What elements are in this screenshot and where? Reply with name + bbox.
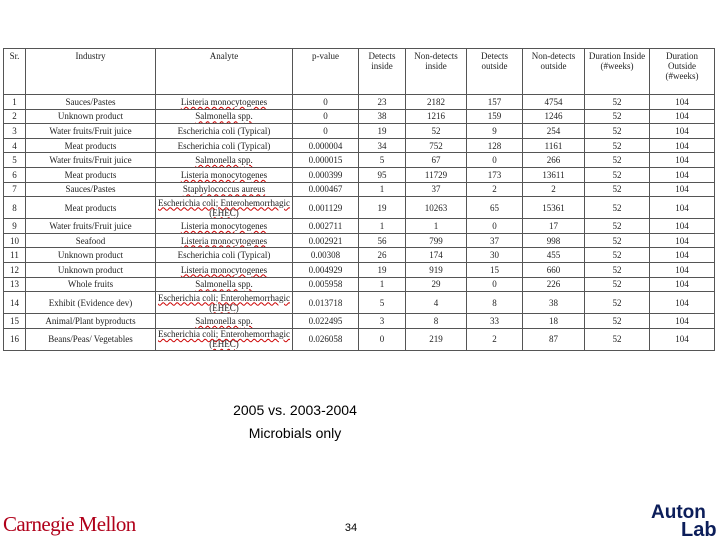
duration-inside-cell: 52 (585, 95, 650, 110)
table-row (4, 153, 715, 168)
non-detects-inside-cell: 2182 (406, 95, 467, 110)
table-row (4, 262, 715, 277)
p-value-cell: 0 (293, 109, 359, 124)
industry-cell: Meat products (26, 197, 156, 219)
detects-outside-cell: 33 (467, 314, 523, 329)
p-value-cell: 0.000015 (293, 153, 359, 168)
duration-outside-cell: 104 (650, 314, 715, 329)
duration-inside-cell: 52 (585, 328, 650, 350)
analyte-text: Listeria monocytogenes (180, 96, 268, 107)
detects-inside-cell: 34 (359, 138, 406, 153)
duration-outside-cell: 104 (650, 197, 715, 219)
analyte-cell (156, 138, 293, 153)
analyte-text: Listeria monocytogenes (180, 220, 268, 231)
detects-inside-cell: 0 (359, 328, 406, 350)
p-value-cell: 0 (293, 124, 359, 139)
column-header: Sr. (4, 49, 26, 95)
caption-line-2: Microbials only (248, 425, 342, 441)
analyte-cell (156, 167, 293, 182)
non-detects-outside-cell: 455 (523, 248, 585, 263)
sr-cell: 13 (4, 277, 26, 292)
duration-inside-cell: 52 (585, 277, 650, 292)
p-value-cell: 0.026058 (293, 328, 359, 350)
column-header: Duration Inside (#weeks) (585, 49, 650, 95)
table-row (4, 95, 715, 110)
non-detects-outside-cell: 15361 (523, 197, 585, 219)
non-detects-inside-cell: 174 (406, 248, 467, 263)
non-detects-inside-cell: 11729 (406, 167, 467, 182)
results-table (3, 48, 715, 351)
detects-outside-cell: 37 (467, 233, 523, 248)
duration-inside-cell: 52 (585, 233, 650, 248)
detects-inside-cell: 23 (359, 95, 406, 110)
analyte-cell (156, 124, 293, 139)
detects-outside-cell: 0 (467, 219, 523, 234)
detects-inside-cell: 19 (359, 197, 406, 219)
duration-outside-cell: 104 (650, 219, 715, 234)
auton-logo-line1: Auton (651, 502, 706, 523)
industry-cell: Beans/Peas/ Vegetables (26, 328, 156, 350)
duration-inside-cell: 52 (585, 248, 650, 263)
industry-cell: Unknown product (26, 109, 156, 124)
table-row (4, 167, 715, 182)
non-detects-outside-cell: 18 (523, 314, 585, 329)
detects-outside-cell: 30 (467, 248, 523, 263)
duration-outside-cell: 104 (650, 109, 715, 124)
detects-inside-cell: 19 (359, 262, 406, 277)
column-header: Detects outside (467, 49, 523, 95)
duration-inside-cell: 52 (585, 167, 650, 182)
p-value-cell: 0.002921 (293, 233, 359, 248)
table-row (4, 328, 715, 350)
industry-cell: Meat products (26, 167, 156, 182)
industry-cell: Exhibit (Evidence dev) (26, 292, 156, 314)
sr-cell: 15 (4, 314, 26, 329)
non-detects-outside-cell: 1246 (523, 109, 585, 124)
sr-cell: 7 (4, 182, 26, 197)
non-detects-inside-cell: 919 (406, 262, 467, 277)
non-detects-outside-cell: 1161 (523, 138, 585, 153)
analyte-cell (156, 292, 293, 314)
analyte-cell (156, 182, 293, 197)
detects-inside-cell: 1 (359, 219, 406, 234)
table-row (4, 248, 715, 263)
sr-cell: 14 (4, 292, 26, 314)
table-row (4, 277, 715, 292)
non-detects-outside-cell: 17 (523, 219, 585, 234)
analyte-text: Escherichia coli (Typical) (177, 125, 271, 136)
table-row (4, 197, 715, 219)
sr-cell: 12 (4, 262, 26, 277)
analyte-text: Escherichia coli (Typical) (177, 250, 271, 261)
non-detects-outside-cell: 998 (523, 233, 585, 248)
non-detects-outside-cell: 660 (523, 262, 585, 277)
sr-cell: 2 (4, 109, 26, 124)
detects-outside-cell: 8 (467, 292, 523, 314)
p-value-cell: 0 (293, 95, 359, 110)
analyte-cell (156, 328, 293, 350)
header-row (4, 49, 715, 95)
table-row (4, 182, 715, 197)
industry-cell: Unknown product (26, 262, 156, 277)
column-header: Analyte (156, 49, 293, 95)
analyte-text: Escherichia coli (Typical) (177, 140, 271, 151)
detects-inside-cell: 5 (359, 292, 406, 314)
column-header: Non-detects outside (523, 49, 585, 95)
table-row (4, 138, 715, 153)
p-value-cell: 0.000399 (293, 167, 359, 182)
sr-cell: 8 (4, 197, 26, 219)
p-value-cell: 0.000467 (293, 182, 359, 197)
column-header: Detects inside (359, 49, 406, 95)
analyte-cell (156, 262, 293, 277)
analyte-cell (156, 248, 293, 263)
non-detects-inside-cell: 37 (406, 182, 467, 197)
detects-inside-cell: 1 (359, 277, 406, 292)
duration-inside-cell: 52 (585, 314, 650, 329)
duration-inside-cell: 52 (585, 153, 650, 168)
analyte-cell (156, 109, 293, 124)
analyte-text: Listeria monocytogenes (180, 169, 268, 180)
table-row (4, 292, 715, 314)
non-detects-outside-cell: 87 (523, 328, 585, 350)
table-row (4, 109, 715, 124)
p-value-cell: 0.000004 (293, 138, 359, 153)
industry-cell: Meat products (26, 138, 156, 153)
detects-outside-cell: 15 (467, 262, 523, 277)
industry-cell: Sauces/Pastes (26, 95, 156, 110)
analyte-text: Listeria monocytogenes (180, 235, 268, 246)
analyte-text: Salmonella spp. (195, 111, 253, 122)
analyte-cell (156, 95, 293, 110)
duration-inside-cell: 52 (585, 219, 650, 234)
detects-outside-cell: 65 (467, 197, 523, 219)
sr-cell: 1 (4, 95, 26, 110)
non-detects-inside-cell: 4 (406, 292, 467, 314)
p-value-cell: 0.013718 (293, 292, 359, 314)
analyte-text: Listeria monocytogenes (180, 264, 268, 275)
column-header: Duration Outside (#weeks) (650, 49, 715, 95)
column-header: Non-detects inside (406, 49, 467, 95)
analyte-text: Salmonella spp. (195, 315, 253, 326)
duration-outside-cell: 104 (650, 124, 715, 139)
duration-outside-cell: 104 (650, 182, 715, 197)
non-detects-outside-cell: 38 (523, 292, 585, 314)
detects-inside-cell: 19 (359, 124, 406, 139)
analyte-text: Salmonella spp. (195, 155, 253, 166)
non-detects-inside-cell: 10263 (406, 197, 467, 219)
sr-cell: 5 (4, 153, 26, 168)
p-value-cell: 0.002711 (293, 219, 359, 234)
non-detects-outside-cell: 4754 (523, 95, 585, 110)
duration-inside-cell: 52 (585, 138, 650, 153)
analyte-cell (156, 277, 293, 292)
detects-outside-cell: 2 (467, 182, 523, 197)
duration-inside-cell: 52 (585, 124, 650, 139)
industry-cell: Animal/Plant byproducts (26, 314, 156, 329)
duration-outside-cell: 104 (650, 138, 715, 153)
non-detects-outside-cell: 254 (523, 124, 585, 139)
duration-inside-cell: 52 (585, 292, 650, 314)
detects-outside-cell: 173 (467, 167, 523, 182)
detects-inside-cell: 26 (359, 248, 406, 263)
non-detects-inside-cell: 799 (406, 233, 467, 248)
page-number: 34 (344, 522, 358, 534)
sr-cell: 16 (4, 328, 26, 350)
caption-line-1: 2005 vs. 2003-2004 (233, 402, 357, 418)
detects-inside-cell: 3 (359, 314, 406, 329)
non-detects-inside-cell: 67 (406, 153, 467, 168)
detects-inside-cell: 95 (359, 167, 406, 182)
duration-outside-cell: 104 (650, 292, 715, 314)
duration-inside-cell: 52 (585, 262, 650, 277)
detects-outside-cell: 0 (467, 277, 523, 292)
analyte-cell (156, 219, 293, 234)
analyte-text: Escherichia coli; Enterohemorrhagic (EHEC) (158, 197, 290, 218)
table-row (4, 219, 715, 234)
duration-outside-cell: 104 (650, 95, 715, 110)
duration-outside-cell: 104 (650, 262, 715, 277)
sr-cell: 3 (4, 124, 26, 139)
table-body (4, 95, 715, 351)
detects-outside-cell: 157 (467, 95, 523, 110)
analyte-text: Staphylococcus aureus (182, 184, 266, 195)
industry-cell: Seafood (26, 233, 156, 248)
sr-cell: 10 (4, 233, 26, 248)
detects-outside-cell: 0 (467, 153, 523, 168)
detects-inside-cell: 38 (359, 109, 406, 124)
duration-outside-cell: 104 (650, 328, 715, 350)
non-detects-inside-cell: 752 (406, 138, 467, 153)
duration-inside-cell: 52 (585, 109, 650, 124)
non-detects-inside-cell: 52 (406, 124, 467, 139)
industry-cell: Water fruits/Fruit juice (26, 219, 156, 234)
sr-cell: 6 (4, 167, 26, 182)
non-detects-inside-cell: 1216 (406, 109, 467, 124)
non-detects-outside-cell: 266 (523, 153, 585, 168)
detects-outside-cell: 159 (467, 109, 523, 124)
non-detects-inside-cell: 1 (406, 219, 467, 234)
duration-outside-cell: 104 (650, 233, 715, 248)
duration-inside-cell: 52 (585, 182, 650, 197)
duration-inside-cell: 52 (585, 197, 650, 219)
detects-inside-cell: 5 (359, 153, 406, 168)
table-row (4, 233, 715, 248)
industry-cell: Water fruits/Fruit juice (26, 153, 156, 168)
duration-outside-cell: 104 (650, 248, 715, 263)
p-value-cell: 0.022495 (293, 314, 359, 329)
analyte-text: Escherichia coli; Enterohemorrhagic (EHEC) (158, 292, 290, 313)
duration-outside-cell: 104 (650, 277, 715, 292)
non-detects-inside-cell: 8 (406, 314, 467, 329)
detects-inside-cell: 56 (359, 233, 406, 248)
industry-cell: Sauces/Pastes (26, 182, 156, 197)
industry-cell: Water fruits/Fruit juice (26, 124, 156, 139)
industry-cell: Unknown product (26, 248, 156, 263)
sr-cell: 9 (4, 219, 26, 234)
duration-outside-cell: 104 (650, 167, 715, 182)
auton-lab-logo (651, 502, 719, 540)
sr-cell: 4 (4, 138, 26, 153)
analyte-text: Escherichia coli; Enterohemorrhagic (EHEC) (158, 329, 290, 350)
p-value-cell: 0.005958 (293, 277, 359, 292)
analyte-cell (156, 153, 293, 168)
analyte-cell (156, 197, 293, 219)
non-detects-outside-cell: 13611 (523, 167, 585, 182)
non-detects-outside-cell: 226 (523, 277, 585, 292)
detects-outside-cell: 128 (467, 138, 523, 153)
p-value-cell: 0.00308 (293, 248, 359, 263)
table-row (4, 314, 715, 329)
analyte-text: Salmonella spp. (195, 279, 253, 290)
industry-cell: Whole fruits (26, 277, 156, 292)
analyte-cell (156, 233, 293, 248)
auton-logo-line2: Lab (681, 519, 717, 541)
column-header: Industry (26, 49, 156, 95)
p-value-cell: 0.004929 (293, 262, 359, 277)
analyte-cell (156, 314, 293, 329)
detects-inside-cell: 1 (359, 182, 406, 197)
non-detects-inside-cell: 29 (406, 277, 467, 292)
non-detects-inside-cell: 219 (406, 328, 467, 350)
duration-outside-cell: 104 (650, 153, 715, 168)
non-detects-outside-cell: 2 (523, 182, 585, 197)
detects-outside-cell: 2 (467, 328, 523, 350)
carnegie-mellon-logo: Carnegie Mellon (3, 512, 136, 536)
detects-outside-cell: 9 (467, 124, 523, 139)
p-value-cell: 0.001129 (293, 197, 359, 219)
column-header: p-value (293, 49, 359, 95)
table-row (4, 124, 715, 139)
sr-cell: 11 (4, 248, 26, 263)
